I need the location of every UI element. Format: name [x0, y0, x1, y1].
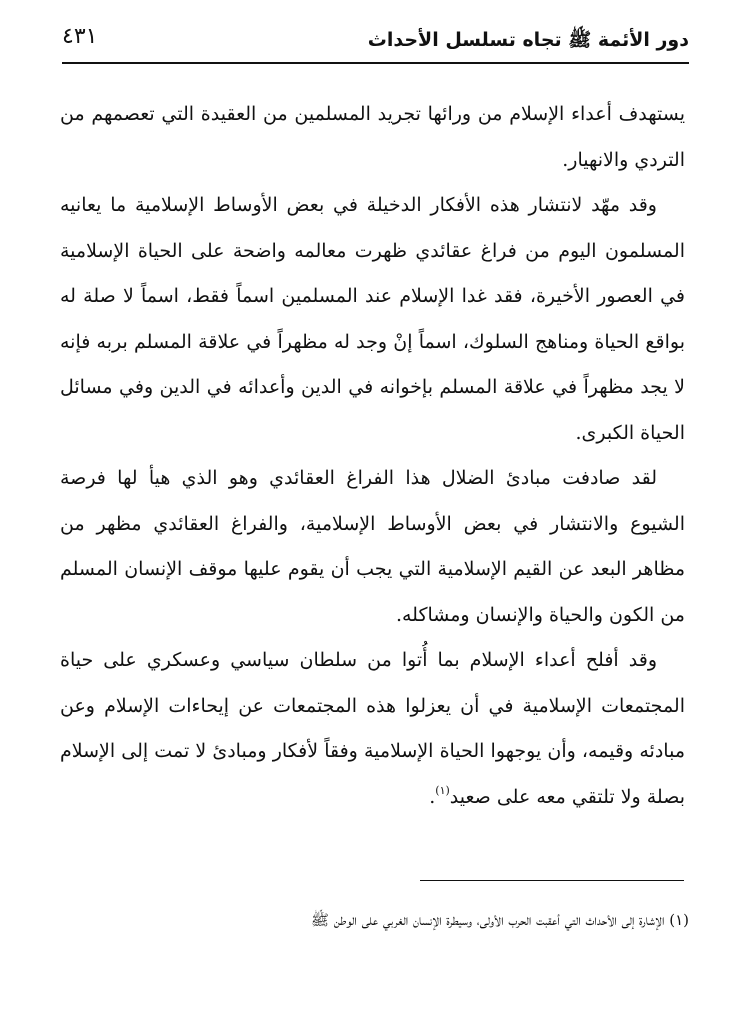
footnote	[56, 906, 689, 934]
paragraph-1: يستهدف أعداء الإسلام من ورائها تجريد المسلمين من العقيدة التي تعصمهم من التردي والانهيار.	[60, 103, 685, 171]
main-text	[60, 92, 685, 820]
paragraph-4-end: .	[429, 785, 436, 808]
paragraph-4	[60, 638, 685, 820]
paragraph-2: وقد مهّد لانتشار هذه الأفكار الدخيلة في بعض الأوساط الإسلامية ما يعانيه المسلمون اليوم من فراغ عقائدي ظهرت معالمه واضحة على الحياة الإسلامية في العصور الأخيرة، فقد غدا الإسلام عند المسلمين اسماً فقط، اسماً لا صلة له بواقع الحياة ومناهج السلوك، اسماً إنْ وجد له مظهراً في علاقة المسلم بربه فإنه لا يجد مظهراً في علاقة المسلم بإخوانه في الدين وأعدائه في الدين وفي مسائل الحياة الكبرى.	[60, 194, 685, 444]
paragraph-3: لقد صادفت مبادئ الضلال هذا الفراغ العقائدي وهو الذي هيأ لها فرصة الشيوع والانتشار في بعض الأوساط الإسلامية، والفراغ العقائدي مظهر من مظاهر البعد عن القيم الإسلامية التي يجب أن يقوم عليها موقف الإنسان المسلم من الكون والحياة والإنسان ومشاكله.	[60, 467, 685, 626]
paragraph-4-text: وقد أفلح أعداء الإسلام بما أُتوا من سلطان سياسي وعسكري على حياة المجتمعات الإسلامية في أن يعزلوا هذه المجتمعات عن إيحاءات الإسلام وعن مبادئه وقيمه، وأن يوجهوا الحياة الإسلامية وفقاً لأفكار ومبادئ لا تمت إلى الإسلام بصلة ولا تلتقي معه على صعيد	[60, 649, 685, 808]
footnote-divider	[420, 880, 684, 881]
honorific-marker: ﷺ	[310, 911, 329, 929]
footnote-reference[interactable]: (١)	[435, 783, 450, 797]
header-divider	[62, 62, 689, 64]
running-header	[62, 22, 689, 58]
page-number: ٤٣١	[62, 24, 98, 49]
footnote-text: (١) الإشارة إلى الأحداث التي أعقبت الحرب الأولى، وسيطرة الإنسان الغربي على الوطن	[333, 911, 689, 929]
chapter-title: دور الأئمة ﷺ تجاه تسلسل الأحداث	[367, 29, 689, 51]
